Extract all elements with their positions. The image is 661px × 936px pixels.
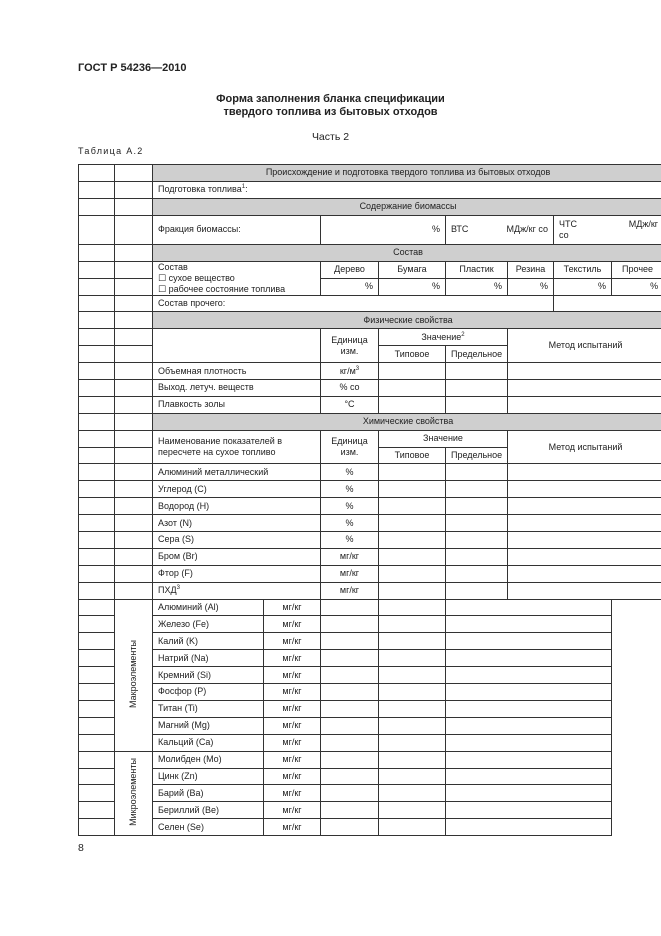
prep-label: Подготовка топлива (158, 184, 242, 195)
unit-cell: % (321, 481, 379, 498)
method-field[interactable] (446, 599, 612, 616)
table-cell (79, 430, 115, 447)
table-cell (115, 312, 153, 329)
table-cell (79, 198, 115, 215)
element-name: Барий (Ba) (153, 785, 264, 802)
empty-cell[interactable] (379, 481, 446, 498)
table-cell (79, 380, 115, 397)
method-field[interactable] (446, 751, 612, 768)
section-row (79, 312, 661, 329)
table-cell (79, 329, 115, 346)
table-row (79, 599, 661, 616)
empty-cell[interactable] (321, 751, 379, 768)
element-name: Молибден (Mo) (153, 751, 264, 768)
unit-cell: % (321, 464, 379, 481)
dry-matter-checkbox: ☐ сухое вещество (158, 272, 235, 283)
unit-mj-co: МДж/кг со (506, 224, 548, 235)
empty-cell[interactable] (379, 734, 446, 751)
table-cell (79, 684, 115, 701)
table-cell (79, 548, 115, 565)
table-cell (115, 464, 153, 481)
table-cell (115, 363, 153, 380)
element-name: Железо (Fe) (153, 616, 264, 633)
method-field[interactable] (446, 667, 612, 684)
method-field[interactable] (508, 515, 661, 532)
empty-cell[interactable] (446, 380, 508, 397)
biomass-fraction-label: Фракция биомассы: (153, 215, 321, 244)
table-row (79, 430, 661, 447)
element-name: Селен (Se) (153, 819, 264, 836)
value-header: Значение (379, 430, 508, 447)
element-name: Кремний (Si) (153, 667, 264, 684)
specification-table (78, 164, 661, 836)
section-row (79, 413, 661, 430)
table-row (79, 261, 661, 278)
table-cell (115, 198, 153, 215)
table-cell (79, 215, 115, 244)
empty-cell[interactable] (446, 464, 508, 481)
table-cell (115, 481, 153, 498)
empty-cell[interactable] (321, 650, 379, 667)
comp-percent-field[interactable]: % (446, 278, 508, 295)
table-row (79, 329, 661, 346)
table-row (79, 734, 661, 751)
empty-cell[interactable] (379, 380, 446, 397)
method-field[interactable] (508, 582, 661, 599)
unit-cell (321, 380, 379, 397)
method-header: Метод испытаний (508, 329, 661, 363)
form-title-line1: Форма заполнения бланка спецификации (216, 93, 445, 105)
empty-cell[interactable] (446, 481, 508, 498)
comp-col-3: Резина (508, 261, 554, 278)
table-row (79, 667, 661, 684)
typical-header: Типовое (379, 346, 446, 363)
property-name: Плавкость золы (153, 396, 321, 413)
table-row (79, 464, 661, 481)
property-name: Выход. летуч. веществ (153, 380, 321, 397)
table-row (79, 684, 661, 701)
unit-cell: % (321, 532, 379, 549)
composition-label: Состав (158, 261, 188, 272)
table-cell (79, 278, 115, 295)
method-field[interactable] (446, 717, 612, 734)
table-row (79, 633, 661, 650)
table-cell (79, 165, 115, 182)
property-name: Азот (N) (153, 515, 321, 532)
comp-col-0: Дерево (321, 261, 379, 278)
page-number: 8 (78, 842, 84, 854)
empty-cell[interactable] (379, 515, 446, 532)
table-cell (115, 380, 153, 397)
table-cell (115, 261, 153, 278)
element-name: Цинк (Zn) (153, 768, 264, 785)
table-cell (79, 785, 115, 802)
table-cell (115, 447, 153, 464)
table-cell (115, 181, 153, 198)
empty-cell[interactable] (321, 700, 379, 717)
method-field[interactable] (508, 396, 661, 413)
unit-cell: мг/кг (321, 565, 379, 582)
unit-cell: мг/кг (264, 667, 321, 684)
unit-cell: мг/кг (264, 717, 321, 734)
empty-cell[interactable] (379, 599, 446, 616)
method-field[interactable] (508, 532, 661, 549)
table-cell (79, 396, 115, 413)
comp-percent-field[interactable]: % (321, 278, 379, 295)
working-state-checkbox: ☐ рабочее состояние топлива (158, 283, 286, 294)
empty-cell[interactable] (379, 785, 446, 802)
empty-cell[interactable] (321, 633, 379, 650)
table-cell (79, 312, 115, 329)
empty-cell[interactable] (379, 532, 446, 549)
method-field[interactable] (508, 464, 661, 481)
table-cell (79, 532, 115, 549)
method-field[interactable] (508, 498, 661, 515)
section-header-biomass: Содержание биомассы (153, 198, 661, 215)
method-field[interactable] (446, 802, 612, 819)
table-cell (115, 215, 153, 244)
empty-cell[interactable] (379, 684, 446, 701)
property-name: Фтор (F) (153, 565, 321, 582)
empty-cell[interactable] (321, 802, 379, 819)
empty-cell[interactable] (446, 363, 508, 380)
empty-cell[interactable] (379, 616, 446, 633)
table-cell (79, 650, 115, 667)
table-cell (115, 565, 153, 582)
footnote-ref: 2 (461, 331, 465, 338)
empty-cell[interactable] (446, 548, 508, 565)
empty-cell[interactable] (446, 565, 508, 582)
table-cell (79, 734, 115, 751)
standard-number: ГОСТ Р 54236—2010 (78, 62, 187, 74)
micro-label-text: Микроэлементы (128, 757, 138, 826)
empty-cell[interactable] (446, 396, 508, 413)
table-cell (79, 295, 115, 312)
other-composition-field[interactable]: Состав прочего: (153, 295, 554, 312)
method-field[interactable] (446, 785, 612, 802)
composition-cell (153, 261, 321, 295)
table-row (79, 498, 661, 515)
chem-name-header: Наименование показателей в пересчете на сухое топливо (153, 430, 321, 464)
table-cell (79, 768, 115, 785)
chts-field[interactable] (554, 215, 661, 244)
empty-cell[interactable] (321, 717, 379, 734)
element-name: Фосфор (P) (153, 684, 264, 701)
method-field[interactable] (508, 481, 661, 498)
empty-cell[interactable] (379, 565, 446, 582)
method-field[interactable] (446, 700, 612, 717)
empty-cell[interactable] (321, 768, 379, 785)
method-field[interactable] (508, 565, 661, 582)
method-field[interactable] (446, 768, 612, 785)
unit-cell: мг/кг (264, 684, 321, 701)
empty-cell[interactable] (379, 802, 446, 819)
empty-cell[interactable] (379, 667, 446, 684)
micro-elements-label (115, 751, 153, 835)
method-field[interactable] (508, 548, 661, 565)
method-header: Метод испытаний (508, 430, 661, 464)
element-name: Кальций (Ca) (153, 734, 264, 751)
property-name: Объемная плотность (153, 363, 321, 380)
comp-percent-field[interactable]: % (379, 278, 446, 295)
table-row (79, 700, 661, 717)
limit-header: Предельное (446, 447, 508, 464)
table-cell (79, 616, 115, 633)
unit-cell (321, 363, 379, 380)
method-field[interactable] (446, 616, 612, 633)
table-cell (115, 165, 153, 182)
unit-cell: мг/кг (264, 785, 321, 802)
method-field[interactable] (446, 734, 612, 751)
table-cell (115, 430, 153, 447)
table-cell (79, 447, 115, 464)
section-row (79, 198, 661, 215)
table-row (79, 532, 661, 549)
table-cell (115, 278, 153, 295)
table-row (79, 785, 661, 802)
table-cell (115, 244, 153, 261)
table-cell (79, 700, 115, 717)
method-field[interactable] (446, 650, 612, 667)
table-label: Таблица А.2 (78, 146, 144, 156)
unit-cell: мг/кг (264, 633, 321, 650)
table-row (79, 650, 661, 667)
section-header-physical: Физические свойства (153, 312, 661, 329)
table-row (79, 363, 661, 380)
empty-cell[interactable] (379, 717, 446, 734)
table-row (79, 380, 661, 397)
section-row (79, 165, 661, 182)
table-cell (79, 346, 115, 363)
table-cell (115, 515, 153, 532)
element-name: Титан (Ti) (153, 700, 264, 717)
unit-cell: % (321, 498, 379, 515)
empty-cell[interactable] (446, 498, 508, 515)
table-row (79, 819, 661, 836)
unit-cell: мг/кг (264, 751, 321, 768)
property-name: Углерод (С) (153, 481, 321, 498)
unit-header: Единица изм. (321, 430, 379, 464)
footnote-ref: 1 (241, 184, 246, 191)
unit-cell: мг/кг (264, 616, 321, 633)
empty-cell[interactable] (321, 667, 379, 684)
empty-cell[interactable] (446, 515, 508, 532)
comp-col-2: Пластик (446, 261, 508, 278)
empty-cell[interactable] (379, 700, 446, 717)
empty-cell[interactable] (321, 734, 379, 751)
part-label: Часть 2 (311, 131, 350, 143)
fuel-preparation-field[interactable] (153, 181, 661, 198)
table-cell (79, 464, 115, 481)
section-row (79, 244, 661, 261)
empty-cell[interactable] (446, 532, 508, 549)
unit-cell: мг/кг (321, 582, 379, 599)
table-row (79, 515, 661, 532)
table-cell (115, 532, 153, 549)
method-field[interactable] (446, 819, 612, 836)
empty-cell[interactable] (379, 633, 446, 650)
property-name (153, 582, 321, 599)
table-cell (79, 498, 115, 515)
comp-percent-field[interactable]: % (612, 278, 661, 295)
table-row (79, 717, 661, 734)
table-row (79, 616, 661, 633)
table-cell (79, 599, 115, 616)
table-cell (79, 819, 115, 836)
empty-cell[interactable] (379, 464, 446, 481)
empty-cell[interactable] (379, 768, 446, 785)
element-name: Магний (Mg) (153, 717, 264, 734)
element-name: Алюминий (Al) (153, 599, 264, 616)
table-cell (79, 244, 115, 261)
comp-col-4: Текстиль (554, 261, 612, 278)
vts-field[interactable] (446, 215, 554, 244)
empty-cell[interactable] (321, 599, 379, 616)
empty-cell[interactable] (321, 785, 379, 802)
table-cell (79, 515, 115, 532)
property-name: Бром (Br) (153, 548, 321, 565)
empty-cell[interactable] (321, 819, 379, 836)
element-name: Натрий (Na) (153, 650, 264, 667)
empty-cell[interactable] (379, 751, 446, 768)
table-row (79, 802, 661, 819)
value-header (379, 329, 508, 346)
table-row (79, 215, 661, 244)
unit-mj: МДж/кг (628, 218, 659, 229)
unit-cell: мг/кг (264, 802, 321, 819)
table-cell (115, 582, 153, 599)
table-cell (115, 346, 153, 363)
unit-cell (321, 396, 379, 413)
pcd-name: ПХД (158, 585, 177, 596)
comp-col-5: Прочее (612, 261, 661, 278)
property-name: Водород (Н) (153, 498, 321, 515)
table-row (79, 565, 661, 582)
table-cell (79, 413, 115, 430)
comp-percent-field[interactable]: % (508, 278, 554, 295)
empty-cell[interactable] (379, 582, 446, 599)
macro-elements-label (115, 599, 153, 751)
table-row (79, 396, 661, 413)
table-row (79, 548, 661, 565)
method-field[interactable] (446, 633, 612, 650)
section-header-origin: Происхождение и подготовка твердого топлива из бытовых отходов (153, 165, 661, 182)
unit-cell: мг/кг (264, 650, 321, 667)
method-field[interactable] (508, 380, 661, 397)
table-cell (79, 481, 115, 498)
table-cell (79, 582, 115, 599)
table-cell (79, 667, 115, 684)
macro-label-text: Макроэлементы (128, 639, 138, 708)
comp-percent-field[interactable]: % (554, 278, 612, 295)
table-cell (115, 548, 153, 565)
element-name: Калий (K) (153, 633, 264, 650)
table-cell (79, 565, 115, 582)
table-row (79, 751, 661, 768)
section-header-chemical: Химические свойства (153, 413, 661, 430)
unit-cell: мг/кг (264, 819, 321, 836)
table-cell (79, 633, 115, 650)
section-header-composition: Состав (153, 244, 661, 261)
empty-cell[interactable] (379, 650, 446, 667)
table-cell (79, 802, 115, 819)
table-cell (115, 498, 153, 515)
empty-cell[interactable] (379, 363, 446, 380)
unit-header: Единица изм. (321, 329, 379, 363)
footnote-ref: 3 (355, 365, 360, 372)
empty-cell[interactable] (321, 616, 379, 633)
vts-label: ВТС (451, 224, 469, 235)
unit-cell: мг/кг (264, 599, 321, 616)
value-label: Значение (421, 331, 462, 342)
table-cell (79, 181, 115, 198)
table-cell (79, 261, 115, 278)
empty-cell[interactable] (321, 684, 379, 701)
empty-cell[interactable] (379, 548, 446, 565)
chts-label: ЧТС (559, 218, 577, 229)
table-row (79, 181, 661, 198)
unit-cell: мг/кг (264, 768, 321, 785)
typical-header: Типовое (379, 447, 446, 464)
table-cell (79, 363, 115, 380)
unit-cell: мг/кг (321, 548, 379, 565)
unit-cell: мг/кг (264, 734, 321, 751)
biomass-percent-field[interactable]: % (321, 215, 446, 244)
prep-colon: : (245, 184, 248, 195)
table-row (79, 295, 661, 312)
table-row (79, 582, 661, 599)
unit: % со (339, 382, 360, 393)
unit-cell: мг/кг (264, 700, 321, 717)
property-name: Сера (S) (153, 532, 321, 549)
element-name: Бериллий (Be) (153, 802, 264, 819)
unit: °С (344, 399, 355, 410)
form-title-line2: твердого топлива из бытовых отходов (223, 106, 438, 118)
empty-cell[interactable] (446, 582, 508, 599)
table-row (79, 481, 661, 498)
comp-col-1: Бумага (379, 261, 446, 278)
footnote-ref: 3 (176, 585, 180, 592)
limit-header: Предельное (446, 346, 508, 363)
table-cell (115, 396, 153, 413)
empty-cell[interactable] (379, 498, 446, 515)
property-name: Алюминий металлический (153, 464, 321, 481)
co-label: со (559, 229, 569, 240)
unit-cell: % (321, 515, 379, 532)
empty-cell[interactable] (379, 819, 446, 836)
table-cell (79, 751, 115, 768)
table-cell (115, 329, 153, 346)
table-row (79, 768, 661, 785)
table-cell (115, 295, 153, 312)
table-cell (115, 413, 153, 430)
table-cell (79, 717, 115, 734)
method-field[interactable] (508, 363, 661, 380)
blank-cell (153, 329, 321, 363)
method-field[interactable] (446, 684, 612, 701)
unit: кг/м (339, 365, 356, 376)
empty-cell[interactable] (379, 396, 446, 413)
